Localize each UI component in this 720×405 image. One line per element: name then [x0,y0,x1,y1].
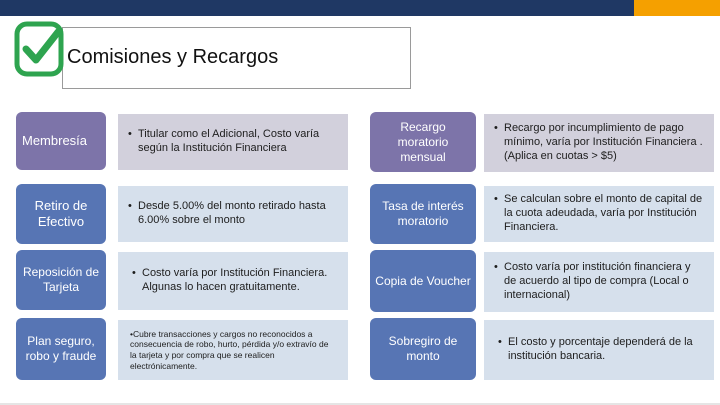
label-recargo-moratorio-text: Recargo moratorio mensual [397,119,449,164]
label-retiro-text: Retiro de Efectivo [34,197,88,229]
desc-sobregiro-text: • El costo y porcentaje dependerá de la institución bancaria. [498,336,700,364]
top-bar-accent [634,0,720,16]
label-tasa-interes [370,184,476,244]
label-copia-voucher-text: Copia de Voucher [375,273,471,288]
desc-plan-seguro [118,320,348,380]
desc-copia-voucher-text: • Costo varía por institución financiera y de acuerdo al tipo de compra (Local o internacional) [494,261,704,302]
desc-retiro-text: • Desde 5.00% del monto retirado hasta 6.00% sobre el monto [128,200,338,228]
label-reposicion [16,250,106,310]
desc-copia-voucher [484,252,714,312]
label-plan-seguro [16,318,106,380]
label-membresia-text: Membresía [22,132,88,148]
label-sobregiro-text: Sobregiro de monto [388,334,458,363]
checkmark-logo-icon [14,18,66,80]
label-membresia [16,112,106,170]
desc-sobregiro [484,320,714,380]
label-sobregiro [370,318,476,380]
desc-tasa-interes-text: • Se calculan sobre el monto de capital de la cuota adeudada, varía por Institución Financiera. [494,193,704,234]
label-retiro [16,184,106,244]
top-bar-dark [0,0,634,16]
page-title: Comisiones y Recargos [67,46,279,68]
label-reposicion-text: Reposición de Tarjeta [22,265,100,294]
desc-recargo-moratorio [484,114,714,172]
label-recargo-moratorio [370,112,476,172]
label-copia-voucher [370,250,476,312]
label-tasa-interes-text: Tasa de interés moratorio [382,199,464,228]
desc-tasa-interes [484,186,714,242]
desc-reposicion-text: • Costo varía por Institución Financiera. Algunas lo hacen gratuitamente. [132,267,334,295]
desc-reposicion [118,252,348,310]
desc-recargo-moratorio-text: • Recargo por incumplimiento de pago mínimo, varía por Institución Financiera . (Aplica en cuotas > $5) [494,122,704,163]
desc-retiro [118,186,348,242]
desc-membresia-text: • Titular como el Adicional, Costo varía según la Institución Financiera [128,128,338,156]
desc-plan-seguro-text: •Cubre transacciones y cargos no reconocidos a consecuencia de robo, hurto, pérdida y/o extravío de la tarjeta y por compra que se realicen electrónicamente. [130,328,329,371]
desc-membresia [118,114,348,170]
label-plan-seguro-text: Plan seguro, robo y fraude [25,334,97,363]
